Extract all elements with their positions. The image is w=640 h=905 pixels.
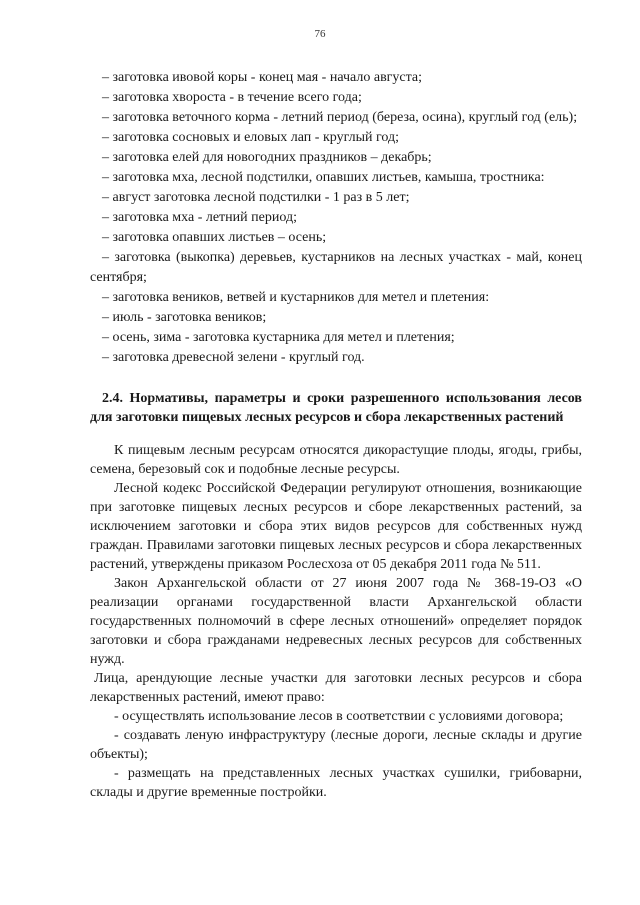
paragraph: Лесной кодекс Российской Федерации регулируют отношения, возникающие при заготовке пищевых лесных ресурсов и сборе лекарственных растений, за исключением заготовки и сбора этих видов ресурсов для собственных нужд граждан. Правилами заготовки пищевых лесных ресурсов и сбора лекарственных растений, утверждены приказом Рослесхоза от 05 декабря 2011 года № 511. [90, 481, 582, 572]
paragraph: - размещать на представленных лесных участках сушилки, грибоварни, склады и другие временные постройки. [90, 766, 582, 800]
list-item: – заготовка веников, ветвей и кустарников для метел и плетения: [102, 290, 490, 305]
list-item: – заготовка хвороста - в течение всего года; [102, 90, 362, 105]
paragraph: Лица, арендующие лесные участки для заготовки лесных ресурсов и сбора лекарственных растений, имеют право: [90, 671, 582, 705]
document-body [90, 68, 582, 802]
list-item: – июль - заготовка веников; [102, 310, 267, 325]
section-body [90, 441, 582, 802]
list-item: – заготовка опавших листьев – осень; [102, 230, 327, 245]
list-item: – заготовка веточного корма - летний период (береза, осина), круглый год (ель); [102, 110, 578, 125]
list-item: – осень, зима - заготовка кустарника для метел и плетения; [102, 330, 455, 345]
paragraph: К пищевым лесным ресурсам относятся дикорастущие плоды, ягоды, грибы, семена, березовый сок и подобные лесные ресурсы. [90, 443, 582, 477]
harvest-schedule-list [90, 68, 582, 368]
paragraph: - создавать леную инфраструктуру (лесные дороги, лесные склады и другие объекты); [90, 728, 582, 762]
page-number: 76 [314, 28, 326, 40]
section-heading: 2.4. Нормативы, параметры и сроки разрешенного использования лесов для заготовки пищевых лесных ресурсов и сбора лекарственных растений [90, 391, 582, 425]
list-item: – август заготовка лесной подстилки - 1 раз в 5 лет; [102, 190, 410, 205]
paragraph: - осуществлять использование лесов в соответствии с условиями договора; [114, 709, 564, 724]
list-item: – заготовка сосновых и еловых лап - круглый год; [102, 130, 400, 145]
list-item: – заготовка древесной зелени - круглый год. [102, 350, 365, 365]
paragraph: Закон Архангельской области от 27 июня 2007 года № 368-19-ОЗ «О реализации органами государственной власти Архангельской области государственных полномочий в сфере лесных отношений» определяет порядок заготовки и сбора гражданами недревесных лесных ресурсов для собственных нужд. [90, 576, 582, 667]
list-item: – заготовка мха, лесной подстилки, опавших листьев, камыша, тростника: [102, 170, 545, 185]
list-item: – заготовка елей для новогодних праздников – декабрь; [102, 150, 432, 165]
list-item: – заготовка (выкопка) деревьев, кустарников на лесных участках - май, конец сентября; [90, 250, 582, 285]
list-item: – заготовка ивовой коры - конец мая - начало августа; [102, 70, 423, 85]
list-item: – заготовка мха - летний период; [102, 210, 297, 225]
